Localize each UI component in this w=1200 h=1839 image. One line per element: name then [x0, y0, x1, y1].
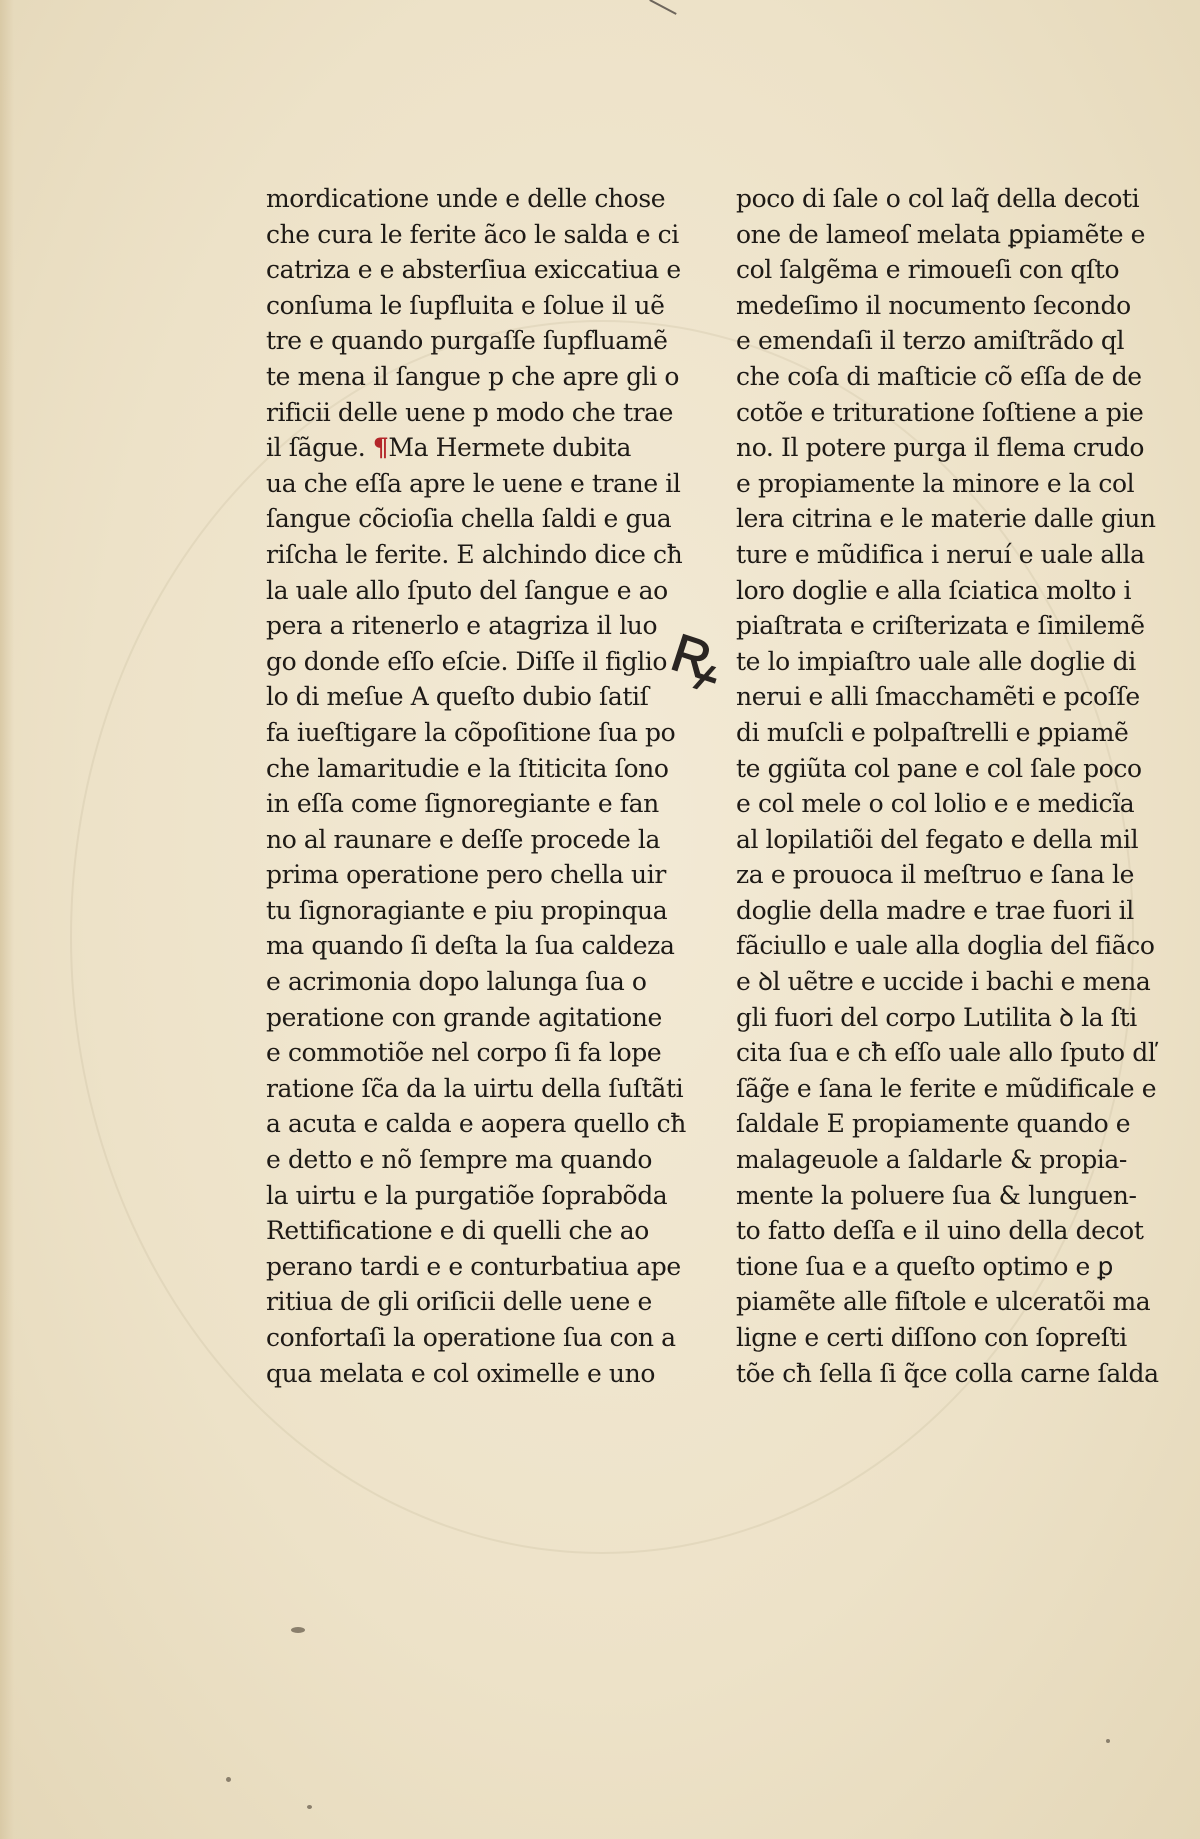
text-line — [266, 857, 666, 893]
line-text: te lo impiaſtro uale alle doglie di — [736, 646, 1136, 676]
text-line — [736, 893, 1134, 929]
text-line — [266, 1142, 656, 1178]
text-line — [266, 501, 672, 537]
line-text: tione ſua e a queſto optimo e ꝑ — [736, 1251, 1113, 1281]
line-text: qua melata e col oximelle e uno — [266, 1358, 655, 1388]
line-text: conſuma le ſupfluita e ſolue il uẽ — [266, 290, 665, 320]
line-text: ſaldale E propiamente quando e — [736, 1109, 1131, 1139]
line-text: gli fuori del corpo Lutilita ꝺ la ſti — [736, 1002, 1137, 1032]
line-text: ratione ſc̃a da la uirtu della ſuſtãti — [266, 1073, 684, 1103]
text-line — [736, 466, 1135, 502]
text-line — [266, 964, 656, 1000]
text-line — [266, 573, 668, 609]
text-line — [736, 323, 1126, 359]
text-line — [266, 1356, 656, 1392]
line-text: malageuole a ſaldarle & propia- — [736, 1145, 1127, 1175]
line-text: Rettificatione e di quelli che ao — [266, 1216, 649, 1246]
line-text: medeſimo il nocumento ſecondo — [736, 290, 1131, 320]
text-line — [266, 928, 675, 964]
text-line — [266, 1178, 668, 1214]
text-line — [266, 430, 656, 466]
page-edge-shadow — [0, 0, 14, 1839]
line-text: ſãg̃e e ſana le ferite e mũdificale e — [736, 1073, 1157, 1103]
text-line — [736, 501, 1156, 537]
text-line — [266, 252, 681, 288]
text-line — [266, 1249, 681, 1285]
text-line — [736, 359, 1142, 395]
line-text: e emendaſi il terzo amiſtrãdo ql — [736, 326, 1125, 356]
text-line — [266, 288, 665, 324]
text-line — [266, 1035, 662, 1071]
paper-speck — [307, 1805, 312, 1809]
line-text: a acuta e calda e aopera quello cħ — [266, 1109, 686, 1139]
line-text: piamẽte alle fiſtole e ulceratõi ma — [736, 1287, 1151, 1317]
text-line — [266, 217, 679, 253]
text-line — [736, 1356, 1159, 1392]
text-line — [266, 715, 676, 751]
line-text: no. Il potere purga il flema crudo — [736, 433, 1144, 463]
paraph-text: Ma Hermete dubita — [388, 433, 631, 463]
text-line — [736, 822, 1139, 858]
line-text: go donde eſſo eſcie. Diſſe il figlio — [266, 646, 668, 676]
line-text: poco di ſale o col laq̃ della decoti — [736, 184, 1140, 213]
line-text: no al raunare e deſſe procede la — [266, 824, 661, 854]
text-line — [736, 1106, 1131, 1142]
line-text: cotõe e triturationе ſoſtiene a pie — [736, 397, 1144, 427]
text-line — [266, 1000, 662, 1036]
text-line — [736, 715, 1129, 751]
text-line — [736, 288, 1131, 324]
line-text: ſangue cõcioſia chella ſaldi e gua — [266, 504, 672, 534]
line-text: mente la poluere ſua & lunguen- — [736, 1180, 1137, 1210]
line-text: al lopilatiõi del fegato e della mil — [736, 824, 1139, 854]
margin-annotation-mark: ꝶ — [660, 605, 737, 701]
line-text: lo di meſue A queſto dubio ſatiſ — [266, 682, 649, 712]
text-line — [736, 679, 1140, 715]
text-line — [266, 1284, 656, 1320]
line-text: ritiua de gli oriſicii delle uene e — [266, 1287, 652, 1317]
top-pen-mark — [649, 0, 676, 15]
line-text: za e prouoca il meſtruo e ſana le — [736, 860, 1135, 890]
text-line — [736, 252, 1126, 288]
text-line — [736, 1320, 1126, 1356]
line-text: ture e mũdifica i neruí e uale alla — [736, 539, 1145, 569]
text-line — [736, 1071, 1157, 1107]
line-text: fãciullo e uale alla doglia del fiãco — [736, 931, 1155, 961]
line-text: pera a ritenerlo e atagriza il luo — [266, 611, 658, 641]
text-line — [266, 466, 681, 502]
text-line — [736, 857, 1135, 893]
line-text: e ꝺl uẽtre e uccide i bachi e mena — [736, 967, 1151, 997]
paraph-mark: ¶ — [372, 433, 389, 463]
text-line — [736, 1000, 1137, 1036]
line-text: te ggiũta col pane e col ſale poco — [736, 753, 1142, 783]
text-line — [736, 395, 1144, 431]
line-text: di muſcli e polpaſtrelli e ꝑpiamẽ — [736, 717, 1129, 747]
line-text: la uale allo ſputo del ſangue e ao — [266, 575, 668, 605]
text-line — [736, 644, 1136, 680]
text-line — [266, 893, 668, 929]
text-line — [736, 1249, 1126, 1285]
line-text: il ſãgue. — [266, 433, 366, 463]
text-line — [736, 430, 1144, 466]
line-text: catriza e e absterſiua exiccatiua e — [266, 255, 681, 285]
line-text: peratione con grande agitatione — [266, 1002, 662, 1032]
line-text: e commotiõe nel corpo ſi fa lope — [266, 1038, 662, 1068]
line-text: ma quando ſi deſta la ſua caldeza — [266, 931, 675, 961]
text-line — [266, 822, 661, 858]
line-text: e detto e nõ ſempre ma quando — [266, 1145, 653, 1175]
line-text: che coſa di maſticie cõ eſſa de de — [736, 361, 1142, 391]
line-text: prima operatione pero chella uir — [266, 860, 666, 890]
line-text: mordicatione unde e delle chose — [266, 184, 666, 213]
text-line — [266, 395, 674, 431]
text-line — [266, 1106, 686, 1142]
text-line — [266, 679, 656, 715]
line-text: loro doglie e alla ſciatica molto i — [736, 575, 1132, 605]
line-text: col ſalgẽma e rimoueſi con qſto — [736, 255, 1120, 285]
line-text: che lamaritudie e la ſtiticita ſono — [266, 753, 669, 783]
line-text: che cura le ferite ãco le salda e ci — [266, 219, 679, 249]
paper-speck — [226, 1777, 231, 1782]
line-text: cita ſua e cħ eſſo uale allo ſputo dľ — [736, 1038, 1156, 1068]
text-line — [736, 1142, 1126, 1178]
line-text: e col mele o col lolio e e medicĩa — [736, 789, 1135, 819]
text-line — [736, 217, 1146, 253]
text-line — [736, 1284, 1151, 1320]
line-text: confortaſi la operatione ſua con a — [266, 1323, 676, 1352]
text-line — [266, 1320, 676, 1356]
line-text: perano tardi e e conturbatiua ape — [266, 1251, 681, 1281]
line-text: lera citrina e le materie dalle giun — [736, 504, 1156, 534]
line-text: one de lameoſ melata ꝑpiamẽte e — [736, 219, 1146, 249]
line-text: tre e quando purgaſſe ſupfluamẽ — [266, 326, 668, 356]
text-line — [736, 964, 1151, 1000]
line-text: tõe cħ ſella ſi q̃ce colla carne ſalda — [736, 1358, 1159, 1388]
text-line — [736, 751, 1142, 787]
text-line — [266, 181, 666, 217]
line-text: la uirtu e la purgatiõe ſoprabõda — [266, 1180, 668, 1210]
text-line — [736, 1035, 1156, 1071]
line-text: piaſtrata e criſterizata e ſimilemẽ — [736, 611, 1145, 641]
text-line — [266, 323, 668, 359]
text-line — [736, 786, 1135, 822]
line-text: ua che eſſa apre le uene e trane il — [266, 468, 681, 498]
text-line — [736, 1213, 1144, 1249]
text-line — [266, 1213, 656, 1249]
line-text: e propiamente la minore e la col — [736, 468, 1135, 498]
text-line — [736, 573, 1132, 609]
line-text: ligne e certi diſſono con ſopreſti — [736, 1323, 1127, 1352]
line-text: nerui e alli ſmacchamẽti e pcoſſe — [736, 682, 1140, 712]
line-text: riſcha le ferite. E alchindo dice cħ — [266, 539, 683, 569]
text-line — [266, 644, 668, 680]
text-line — [736, 537, 1145, 573]
text-line — [736, 1178, 1137, 1214]
line-text: rificii delle uene p modo che trae — [266, 397, 674, 427]
text-line — [266, 751, 669, 787]
text-line — [266, 786, 659, 822]
text-line — [266, 359, 680, 395]
paper-speck — [291, 1627, 305, 1633]
line-text: fa iueſtigare la cõpoſitione ſua po — [266, 717, 676, 747]
text-line — [736, 608, 1145, 644]
line-text: te mena il ſangue p che apre gli o — [266, 361, 680, 391]
text-line — [266, 608, 656, 644]
line-text: e acrimonia dopo lalunga ſua o — [266, 967, 647, 997]
line-text: doglie della madre e trae fuori il — [736, 895, 1134, 925]
paper-speck — [1106, 1739, 1110, 1743]
text-line — [736, 928, 1155, 964]
text-line — [266, 537, 683, 573]
left-text-column — [266, 181, 686, 1391]
text-line — [266, 1071, 684, 1107]
line-text: tu ſignoragiante e piu propinqua — [266, 895, 668, 925]
text-line — [736, 181, 1140, 217]
line-text: to fatto deſſa e il uino della decot — [736, 1216, 1144, 1246]
line-text: in eſſa come ſignoregiante e fan — [266, 789, 659, 819]
right-text-column — [736, 181, 1159, 1391]
